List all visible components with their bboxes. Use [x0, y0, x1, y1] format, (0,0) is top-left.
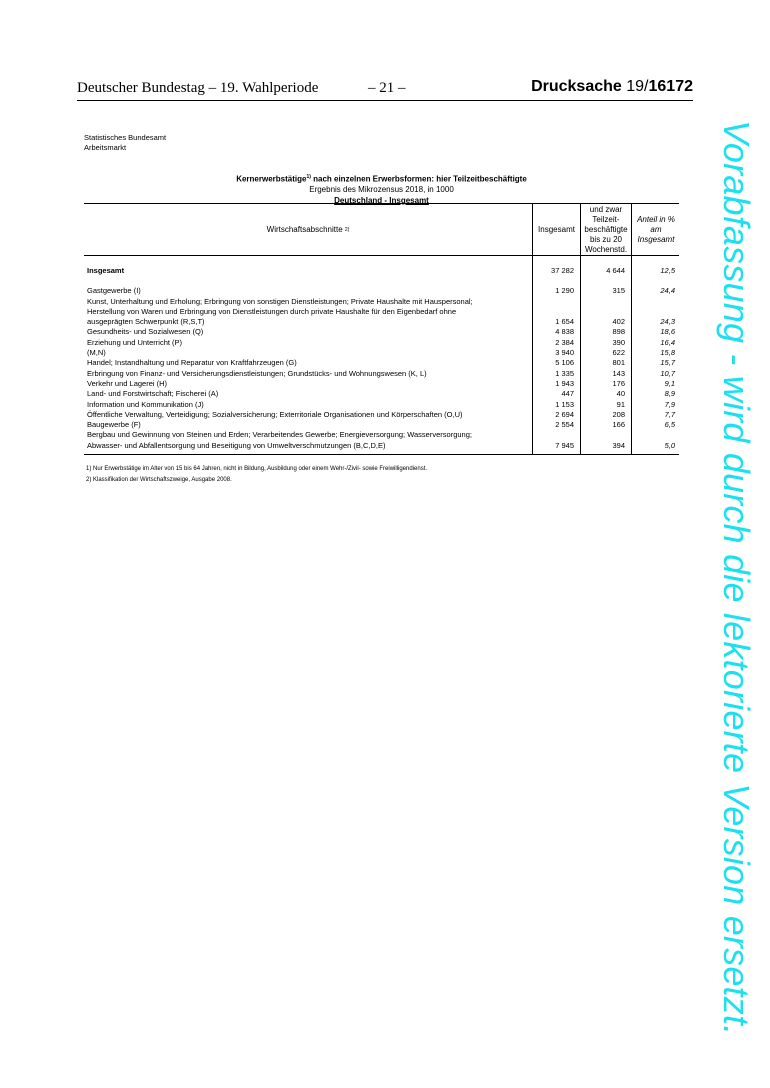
anteil-header-line: am [650, 224, 662, 234]
cell-insgesamt: 1 943 [555, 378, 574, 388]
row-label [84, 400, 527, 410]
cell-teilzeit: 4 644 [606, 266, 625, 275]
row-label-line: (M,N) [87, 348, 106, 358]
cell-teilzeit: 622 [612, 348, 625, 358]
table-title [84, 172, 679, 206]
teilzeit-header-line: Wochenstd. [584, 244, 628, 254]
cell-anteil: 15,7 [660, 358, 675, 368]
cell-insgesamt: 1 290 [555, 286, 574, 296]
row-label-line: Information und Kommunikation (J) [87, 399, 204, 409]
row-label-line: Kunst, Unterhaltung und Erholung; Erbringung von sonstigen Dienstleistungen; Private Haushalte mit Hauspersonal; [87, 296, 473, 306]
teilzeit-header-line: beschäftigte [584, 224, 628, 234]
row-label: Insgesamt [87, 266, 125, 275]
table-row [84, 297, 679, 328]
source-line-2: Arbeitsmarkt [84, 143, 127, 152]
cell-teilzeit: 40 [616, 389, 625, 399]
cell-insgesamt: 1 654 [555, 317, 574, 327]
document-number [531, 78, 693, 96]
row-label-line: Gastgewerbe (I) [87, 286, 141, 296]
table-row [84, 348, 679, 358]
data-table [84, 203, 679, 455]
drucksache-label: Drucksache [531, 78, 622, 95]
cell-teilzeit: 166 [612, 420, 625, 430]
row-label [84, 389, 527, 399]
cell-anteil: 6,5 [664, 420, 675, 430]
table-rows [84, 286, 679, 451]
draft-watermark [711, 120, 761, 1036]
column-header-teilzeit [580, 204, 631, 255]
cell-teilzeit: 898 [612, 327, 625, 337]
page-header [77, 80, 693, 101]
cell-insgesamt: 4 838 [555, 327, 574, 337]
row-label-line: Land- und Forstwirtschaft; Fischerei (A) [87, 389, 219, 399]
column-header-insgesamt: Insgesamt [532, 204, 580, 255]
cell-anteil: 16,4 [660, 337, 675, 347]
table-row [84, 400, 679, 410]
table-row [84, 327, 679, 337]
row-label-line: Handel; Instandhaltung und Reparatur von Kraftfahrzeugen (G) [87, 358, 297, 368]
cell-insgesamt: 1 153 [555, 399, 574, 409]
source-line-1: Statistisches Bundesamt [84, 133, 167, 142]
cell-anteil: 9,1 [664, 378, 675, 388]
table-body [84, 256, 679, 455]
row-label-line: Abwasser- und Abfallentsorgung und Beseitigung von Umweltverschmutzungen (B,C,D,E) [87, 440, 386, 450]
cell-teilzeit: 801 [612, 358, 625, 368]
table-row [84, 389, 679, 399]
cell-teilzeit: 176 [612, 378, 625, 388]
cell-teilzeit: 402 [612, 317, 625, 327]
row-label [84, 338, 527, 348]
footnote-2: 2) Klassifikation der Wirtschaftszweige, Ausgabe 2008. [86, 476, 232, 483]
table-header [84, 203, 679, 256]
row-label-line: ausgeprägten Schwerpunkt (R,S,T) [87, 317, 205, 327]
row-label [84, 348, 527, 358]
table-row [84, 410, 679, 420]
table-row [84, 358, 679, 368]
cell-insgesamt: 7 945 [555, 440, 574, 450]
table-title-line-2: Ergebnis des Mikrozensus 2018, in 1000 [309, 185, 454, 195]
row-label [84, 358, 527, 368]
teilzeit-header-line: und zwar [589, 204, 623, 214]
cell-anteil: 24,3 [660, 317, 675, 327]
cell-teilzeit: 91 [616, 399, 625, 409]
table-row-total [84, 266, 679, 276]
drucksache-number-prefix: 19/ [626, 78, 649, 95]
row-label-line: Baugewerbe (F) [87, 420, 141, 430]
anteil-header-line: Anteil in % [637, 214, 675, 224]
row-label-line: Bergbau und Gewinnung von Steinen und Erden; Verarbeitendes Gewerbe; Energieversorgung; Wasserversorgung; [87, 430, 472, 440]
table-row [84, 369, 679, 379]
row-label [84, 297, 527, 328]
row-label [84, 369, 527, 379]
watermark-text: Vorabfassung - wird durch die lektorierte Version ersetzt. [716, 120, 757, 1036]
row-label-line: Verkehr und Lagerei (H) [87, 378, 168, 388]
cell-insgesamt: 37 282 [551, 266, 574, 275]
cell-teilzeit: 394 [612, 440, 625, 450]
title-part-a: Kernerwerbstätige [236, 174, 307, 184]
footnotes [86, 464, 427, 485]
cell-anteil: 10,7 [660, 368, 675, 378]
cell-anteil: 18,6 [660, 327, 675, 337]
page-number: – 21 – [368, 80, 406, 96]
row-label [84, 420, 527, 430]
row-label [84, 410, 527, 420]
row-label [84, 286, 527, 296]
cell-insgesamt: 2 694 [555, 409, 574, 419]
table-row [84, 420, 679, 430]
cell-insgesamt: 3 940 [555, 348, 574, 358]
cell-insgesamt: 5 106 [555, 358, 574, 368]
title-footnote-ref: 1) [306, 174, 311, 180]
cell-anteil: 5,0 [664, 440, 675, 450]
cell-teilzeit: 315 [612, 286, 625, 296]
cell-anteil: 7,7 [664, 409, 675, 419]
cell-anteil: 15,8 [660, 348, 675, 358]
row-label-line: Öffentliche Verwaltung, Verteidigung; Sozialversicherung; Exterritoriale Organisationen und Körperschaften (O,U) [87, 409, 463, 419]
row-label [84, 379, 527, 389]
table-title-line-3: Deutschland - Insgesamt [334, 195, 429, 205]
footnote-1: 1) Nur Erwerbstätige im Alter von 15 bis 64 Jahren, nicht in Bildung, Ausbildung oder einem Wehr-/Zivil- sowie Freiwilligendienst. [86, 466, 428, 472]
row-label-line: Erziehung und Unterricht (P) [87, 337, 183, 347]
row-label-line: Erbringung von Finanz- und Versicherungsdienstleistungen; Grundstücks- und Wohnungswesen (K, L) [87, 368, 427, 378]
teilzeit-header-line: bis zu 20 [589, 234, 622, 244]
cell-insgesamt: 1 335 [555, 368, 574, 378]
column-header-sector-text: Wirtschaftsabschnitte [266, 225, 343, 234]
cell-anteil: 8,9 [664, 389, 675, 399]
row-label [84, 327, 527, 337]
row-label-line: Gesundheits- und Sozialwesen (Q) [87, 327, 204, 337]
cell-insgesamt: 2 384 [555, 337, 574, 347]
column-header-sector [84, 204, 532, 255]
cell-insgesamt: 2 554 [555, 420, 574, 430]
source-info [84, 133, 166, 153]
table-bottom-rule [84, 451, 679, 455]
column-header-anteil [631, 204, 680, 255]
table-row [84, 338, 679, 348]
drucksache-number: 16172 [648, 78, 693, 95]
row-label [84, 430, 527, 451]
row-label-line: Herstellung von Waren und Erbringung von Dienstleistungen durch private Haushalte für den Eigenbedarf ohne [87, 306, 457, 316]
anteil-header-line: Insgesamt [637, 234, 675, 244]
table-row [84, 379, 679, 389]
title-part-b: nach einzelnen Erwerbsformen: hier Teilzeitbeschäftigte [310, 174, 527, 184]
cell-insgesamt: 447 [561, 389, 574, 399]
cell-teilzeit: 143 [612, 368, 625, 378]
column-header-footnote-ref: 2) [344, 226, 350, 233]
cell-teilzeit: 390 [612, 337, 625, 347]
table-row [84, 430, 679, 451]
cell-anteil: 12,5 [660, 266, 675, 275]
table-title-line-1 [84, 172, 679, 185]
cell-anteil: 24,4 [660, 286, 675, 296]
document-series: Deutscher Bundestag – 19. Wahlperiode [77, 80, 319, 96]
teilzeit-header-line: Teilzeit- [592, 214, 620, 224]
cell-teilzeit: 208 [612, 409, 625, 419]
table-row [84, 286, 679, 296]
cell-anteil: 7,9 [664, 399, 675, 409]
